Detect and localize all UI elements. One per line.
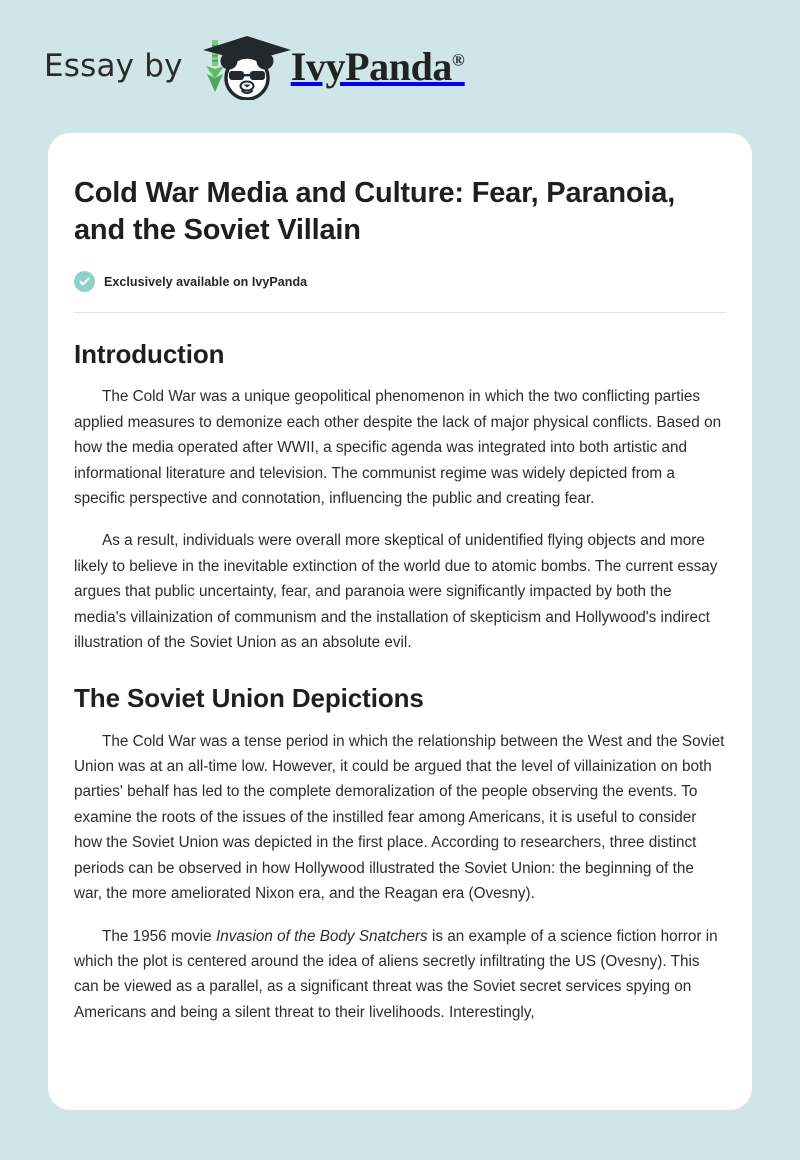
site-header (0, 0, 800, 133)
section-heading-introduction: Introduction (74, 339, 225, 370)
registered-trademark-icon: ® (452, 50, 465, 70)
check-circle-icon (74, 271, 95, 292)
paragraph-text-after: is an example of a science fiction horror in which the plot is centered around the idea of aliens secretly infiltrating the US (Ovesny). This can be viewed as a parallel, as a significant threat was the Soviet secret services spying on Americans and being a silent threat to their livelihoods. Interestingly, (74, 927, 718, 1021)
title-divider (74, 312, 726, 313)
brand-wordmark (290, 43, 465, 89)
paragraph: The Cold War was a unique geopolitical phenomenon in which the two conflicting parties applied measures to demonize each other despite the lack of major physical conflicts. Based on how the media operated after WWII, a specific agenda was integrated into both artistic and informational literature and television. The communist regime was widely depicted from a specific perspective and connotation, influencing the public and creating fear. (74, 388, 722, 508)
paragraph-text-before: The 1956 movie (102, 927, 216, 945)
section-heading-soviet-union-depictions: The Soviet Union Depictions (74, 683, 424, 714)
status-badge-label: Exclusively available on IvyPanda (104, 274, 308, 289)
paragraph: As a result, individuals were overall more skeptical of unidentified flying objects and more likely to believe in the inevitable extinction of the world due to atomic bombs. The current essay argues that public uncertainty, fear, and paranoia were significantly impacted by both the media's villainization of communism and the installation of skepticism and Hollywood's indirect illustration of the Soviet Union as an absolute evil. (74, 532, 718, 652)
paragraph: The Cold War was a tense period in which the relationship between the West and the Soviet Union was at an all-time low. However, it could be argued that the level of villainization on both parties' behalf has led to the complete demoralization of the people observing the events. To examine the roots of the issues of the instilled fear among Americans, it is useful to consider how the Soviet Union was depicted in the first place. According to researchers, three distinct periods can be observed in how Hollywood illustrated the Soviet Union: the beginning of the war, the more ameliorated Nixon era, and the Reagan era (Ovesny). (74, 732, 725, 903)
brand-name-text: IvyPanda (290, 43, 453, 89)
status-badge (74, 271, 726, 292)
document-card (48, 133, 752, 1110)
paragraph-with-title (74, 924, 726, 1026)
ivypanda-logo[interactable] (199, 34, 465, 100)
essay-by-label: Essay by (44, 48, 183, 84)
movie-title: Invasion of the Body Snatchers (215, 927, 428, 945)
panda-graduate-icon (199, 34, 295, 100)
page-title: Cold War Media and Culture: Fear, Paranoia, and the Soviet Villain (74, 177, 676, 247)
